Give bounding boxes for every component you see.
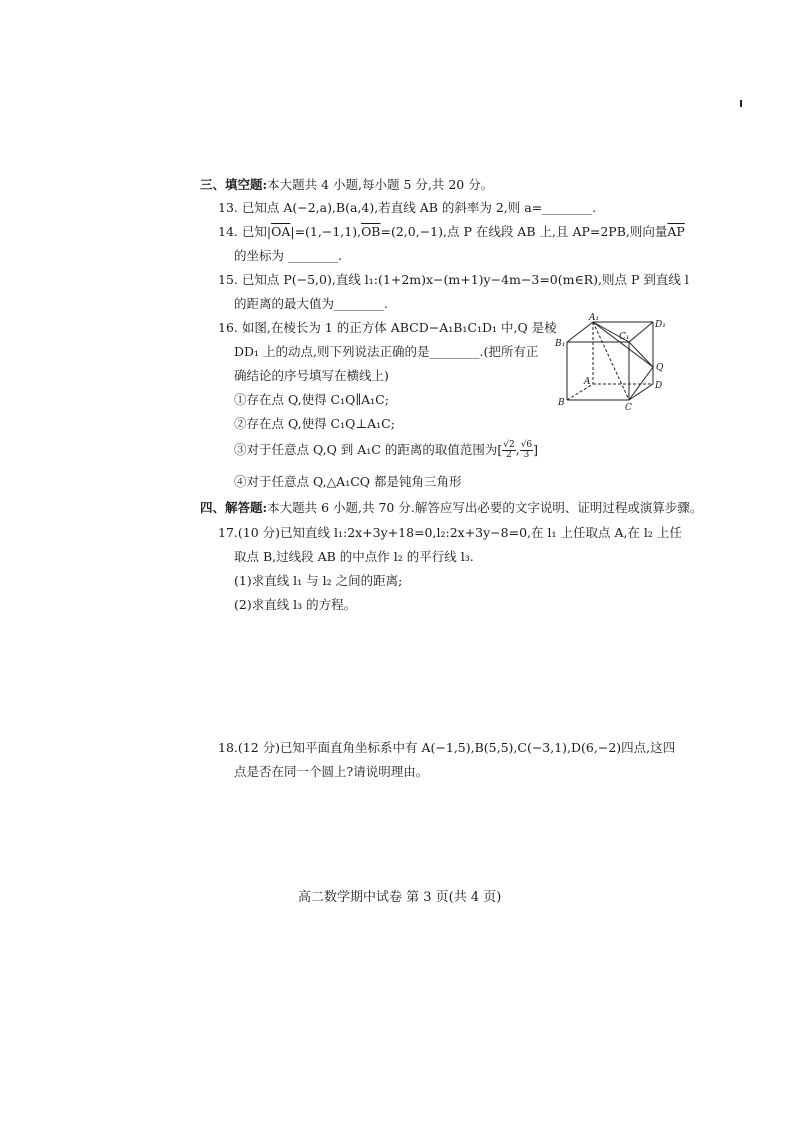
section4-heading: 四、解答题: (200, 500, 268, 515)
section4-title (200, 498, 702, 516)
question-17-line1: 17.(10 分)已知直线 l₁:2x+3y+18=0,l₂:2x+3y−8=0,在 l₁ 上任取点 A,在 l₂ 上任 (218, 525, 682, 540)
section4-intro: 本大题共 6 小题,共 70 分.解答应写出必要的文字说明、证明过程或演算步骤。 (267, 500, 703, 515)
question-16-option2: ②存在点 Q,使得 C₁Q⊥A₁C; (234, 416, 395, 431)
section3-title (200, 175, 493, 193)
cube-figure (555, 312, 675, 412)
question-17-line2: 取点 B,过线段 AB 的中点作 l₂ 的平行线 l₃. (234, 549, 474, 564)
question-16-line2: DD₁ 上的动点,则下列说法正确的是________.(把所有正 (234, 344, 539, 359)
question-13: 13. 已知点 A(−2,a),B(a,4),若直线 AB 的斜率为 2,则 a=________. (218, 200, 597, 215)
label-b1: B₁ (555, 339, 566, 349)
label-a: A (584, 377, 591, 387)
question-16-line3: 确结论的序号填写在横线上) (234, 368, 389, 383)
label-c: C (625, 403, 632, 412)
question-14-line1 (218, 222, 685, 240)
label-b: B (558, 398, 565, 408)
scan-mark (740, 100, 742, 107)
q16-opt3-text: ③对于任意点 Q,Q 到 A₁C 的距离的取值范围为[ (234, 442, 503, 457)
fraction-sqrt2-over-2: $\frac{√2}{2}$ (503, 440, 515, 460)
question-15-line1: 15. 已知点 P(−5,0),直线 l₁:(1+2m)x−(m+1)y−4m−3=0(m∈R),则点 P 到直线 l (218, 272, 689, 287)
question-15-line2: 的距离的最大值为________. (234, 296, 388, 311)
section3-intro: 本大题共 4 小题,每小题 5 分,共 20 分。 (267, 177, 494, 192)
q14-mid2: =(2,0,−1),点 P 在线段 AB 上,且 AP=2PB,则向量 (380, 224, 668, 239)
q14-prefix: 14. 已知| (218, 224, 272, 239)
question-17-part2: (2)求直线 l₃ 的方程。 (234, 597, 357, 612)
question-17-part1: (1)求直线 l₁ 与 l₂ 之间的距离; (234, 573, 403, 588)
section3-heading: 三、填空题: (200, 177, 268, 192)
vector-ob: $\overline{OB}$ (361, 224, 381, 239)
q14-mid1: |=(1,−1,1), (290, 224, 362, 239)
label-d1: D₁ (655, 320, 666, 330)
fraction-sqrt6-over-3: $\frac{√6}{3}$ (520, 440, 533, 460)
question-16-line1: 16. 如图,在棱长为 1 的正方体 ABCD−A₁B₁C₁D₁ 中,Q 是棱 (218, 320, 557, 335)
vector-oa: $\overline{OA}$ (271, 224, 291, 239)
label-q: Q (656, 363, 664, 373)
page-footer: 高二数学期中试卷 第 3 页(共 4 页) (298, 890, 502, 905)
question-18-line1: 18.(12 分)已知平面直角坐标系中有 A(−1,5),B(5,5),C(−3,1),D(6,−2)四点,这四 (218, 740, 676, 755)
label-d: D (655, 381, 663, 391)
vector-ap: $\overline{AP}$ (667, 224, 685, 239)
question-16-option3: ③对于任意点 Q,Q 到 A₁C 的距离的取值范围为[ $\frac{√2}{2}$ , $\frac{√6}{3}$ ] (234, 440, 539, 460)
question-16-option1: ①存在点 Q,使得 C₁Q∥A₁C; (234, 392, 389, 407)
question-18-line2: 点是否在同一个圆上?请说明理由。 (234, 764, 429, 779)
question-14-line2: 的坐标为 ________. (234, 248, 342, 263)
question-16-option4: ④对于任意点 Q,△A₁CQ 都是钝角三角形 (234, 474, 462, 489)
label-c1: C₁ (619, 332, 630, 342)
label-a1: A₁ (589, 313, 600, 323)
